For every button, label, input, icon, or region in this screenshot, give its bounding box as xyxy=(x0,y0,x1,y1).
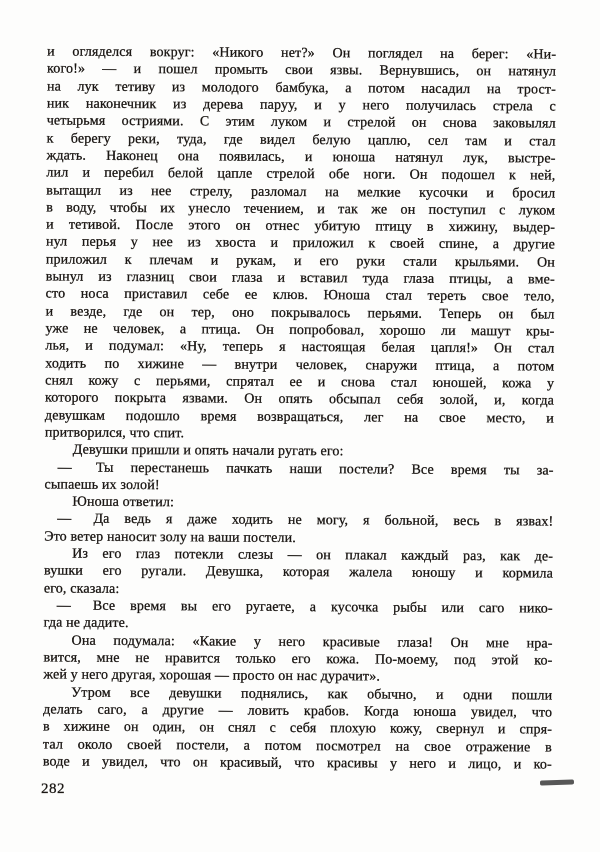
text-line: и огляделся вокруг: «Никого нет?» Он поглядел на берег: «Ни- xyxy=(47,44,557,63)
scan-artifact xyxy=(540,779,574,785)
text-line: и везде, где он тер, оно покрывалось перьями. Теперь он был xyxy=(45,304,555,323)
text-line: девушкам подошло время возвращаться, лег на свое место, и xyxy=(44,408,554,427)
text-line: уже не человек, а птица. Он попробовал, хорошо ли машут кры- xyxy=(45,321,555,340)
text-line: Это ветер наносит золу на ваши постели. xyxy=(44,529,296,546)
text-line: вытащил из нее стрелу, разломал на мелкие кусочки и бросил xyxy=(46,182,556,202)
text-line: гда не дадите. xyxy=(43,615,129,632)
text-line: вушки его ругали. Девушка, которая жалела юношу и кормила xyxy=(43,563,554,582)
text-line: притворился, что спит. xyxy=(44,425,185,442)
text-line: Она подумала: «Какие у него красивые глаза! Он мне нра- xyxy=(71,633,553,652)
text-line: тал около своей постели, а потом посмотрел на свое отражение в xyxy=(42,736,552,756)
text-line: Девушки пришли и опять начали ругать его: xyxy=(72,442,344,460)
text-line: вится, мне не нравится только его кожа. По-моему, под этой ко- xyxy=(43,650,553,669)
text-line: Юноша ответил: xyxy=(72,494,175,511)
text-line: нул перья у нее из хвоста и приложил к своей спине, а другие xyxy=(45,234,556,253)
text-line: кого!» — и пошел промыть свои язвы. Вернувшись, он натянул xyxy=(47,61,557,80)
page-number: 282 xyxy=(41,781,65,797)
text-line: к берегу реки, туда, где видел белую цаплю, сел там и стал xyxy=(46,131,556,150)
text-line: лил и перебил белой цапле стрелой обе ноги. Он подошел к ней, xyxy=(46,165,556,184)
text-line: Из его глаз потекли слезы — он плакал каждый раз, как де- xyxy=(72,546,554,565)
text-line: лья, и подумал: «Ну, теперь я настоящая белая цапля!» Он стал xyxy=(45,338,555,357)
text-line: на лук тетиву из молодого бамбука, а потом насадил на трост- xyxy=(46,79,556,98)
text-line: — Да ведь я даже ходить не могу, я больной, весь в язвах! xyxy=(57,511,554,530)
text-line: Утром все девушки поднялись, как обычно, и одни пошли xyxy=(71,685,553,704)
text-line: — Ты перестанешь пачкать наши постели? Все время ты за- xyxy=(57,460,554,479)
text-line: четырьмя остриями. С этим луком и стрелой он снова заковылял xyxy=(46,113,556,132)
text-line: жей у него другая, хорошая — просто он нас дурачит». xyxy=(43,667,381,685)
text-line: его, сказала: xyxy=(43,581,120,597)
text-line: в хижине он один, он снял с себя плохую кожу, свернул и спря- xyxy=(43,719,553,738)
text-line: ходить по хижине — внутри человек, снаружи птица, а потом xyxy=(45,356,555,375)
text-line: сто носа приставил себе ее клюв. Юноша стал тереть свое тело, xyxy=(45,286,555,305)
text-line: приложил к плечам и рукам, и его руки стали крыльями. Он xyxy=(45,252,555,271)
text-line: вынул из глазниц свои глаза и вставил туда глаза птицы, а вме- xyxy=(45,269,555,288)
text-line: делать саго, а другие — ловить крабов. Когда юноша увидел, что xyxy=(43,702,553,721)
text-line: и тетивой. После этого он отнес убитую птицу в хижину, выдер- xyxy=(46,217,556,236)
text-line: сыпаешь их золой! xyxy=(44,477,160,493)
text-line: снял кожу с перьями, спрятал ее и снова стал юношей, кожа у xyxy=(45,373,555,392)
text-line: — Все время вы его ругаете, а кусочка рыбы или саго нико- xyxy=(56,598,553,617)
text-line: ждать. Наконец она появилась, и юноша натянул лук, выстре- xyxy=(46,148,556,167)
text-line: в воду, чтобы их унесло течением, и так же он поступил с луком xyxy=(46,200,556,219)
text-line: воде и увидел, что он красивый, что красивы у него и лицо, и ко- xyxy=(42,754,552,773)
text-line: которого покрыта язвами. Он опять обсыпал себя золой, и, когда xyxy=(45,390,555,409)
text-line: ник наконечник из дерева паруу, и у него получилась стрела с xyxy=(46,96,556,115)
body-text xyxy=(43,43,556,773)
